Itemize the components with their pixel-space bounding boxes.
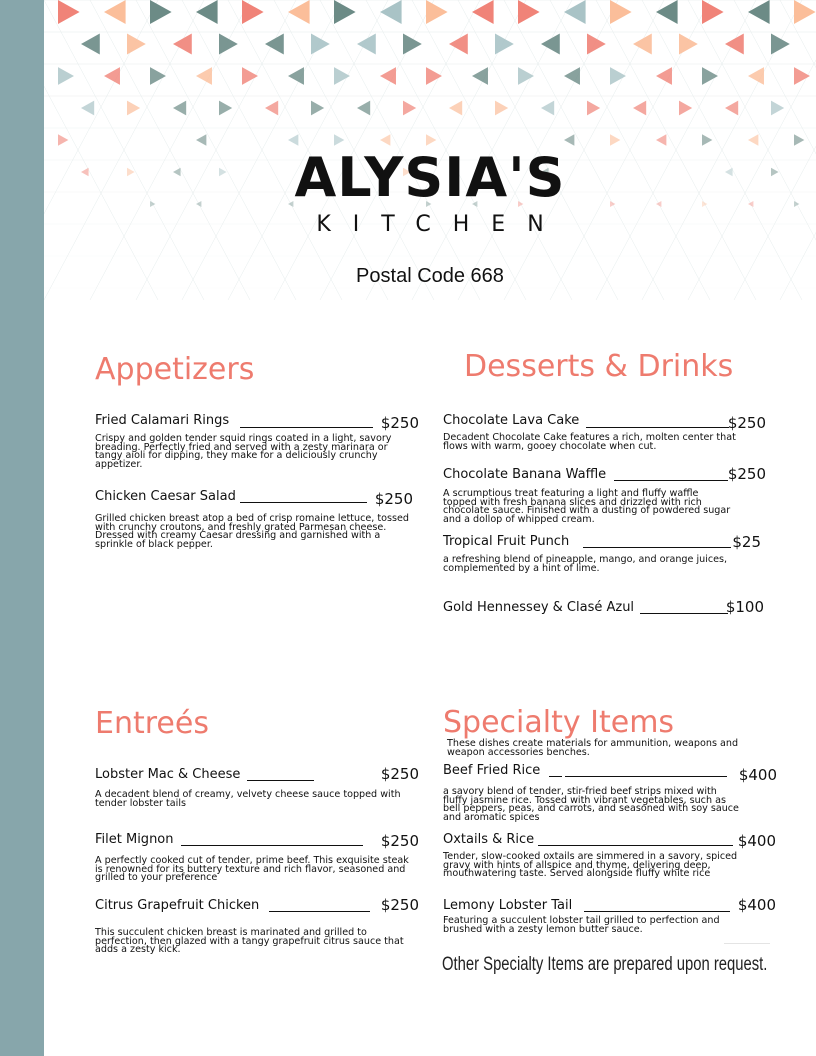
pattern-triangle: [311, 34, 330, 55]
menu-item-name: Fried Calamari Rings: [95, 413, 230, 428]
menu-item-price: $250: [374, 490, 413, 508]
menu-item-price: $400: [738, 766, 777, 784]
menu-item-description: a refreshing blend of pineapple, mango, and orange juices, complemented by a hint of lime.: [443, 554, 728, 574]
pattern-triangle: [196, 67, 212, 85]
menu-item-description: Featuring a succulent lobster tail grilled to perfection and brushed with a zesty lemon butter sauce.: [443, 915, 720, 935]
menu-item-name: Beef Fried Rice: [443, 763, 541, 778]
leader-line: [240, 502, 367, 503]
sidebar-band: [0, 0, 44, 1056]
pattern-triangle: [587, 34, 606, 55]
pattern-triangle: [242, 67, 258, 85]
pattern-triangle: [403, 101, 416, 116]
pattern-triangle: [633, 34, 652, 55]
pattern-triangle: [288, 134, 298, 146]
pattern-triangle: [196, 0, 218, 24]
pattern-triangle: [564, 0, 586, 24]
pattern-triangle: [357, 34, 376, 55]
pattern-triangle: [748, 0, 770, 24]
entrees-heading: Entreés: [95, 706, 209, 741]
pattern-triangle: [403, 34, 422, 55]
pattern-triangle: [449, 101, 462, 116]
menu-item-name: Chocolate Banana Waffle: [443, 467, 607, 482]
leader-line: [549, 776, 562, 777]
desserts-heading: Desserts & Drinks: [464, 349, 734, 384]
pattern-triangle: [725, 101, 738, 116]
pattern-triangle: [357, 101, 370, 116]
appetizers-heading: Appetizers: [95, 352, 255, 387]
pattern-triangle: [518, 67, 534, 85]
pattern-triangle: [771, 34, 790, 55]
menu-item-price: $250: [380, 832, 419, 850]
menu-item-price: $250: [380, 765, 419, 783]
menu-item-name: Tropical Fruit Punch: [443, 534, 570, 549]
pattern-triangle: [173, 34, 192, 55]
leader-line: [584, 911, 730, 912]
pattern-triangle: [564, 67, 580, 85]
pattern-triangle: [587, 101, 600, 116]
pattern-triangle: [334, 0, 356, 24]
menu-item-name: Chocolate Lava Cake: [443, 413, 580, 428]
pattern-triangle: [426, 134, 436, 146]
menu-item-description: a savory blend of tender, stir-fried beef strips mixed with fluffy jasmine rice. Tossed with vibrant vegetables, such as bell peppers, peas, and carrots, and seasoned with soy sauce and aromatic spices: [443, 786, 739, 823]
pattern-triangle: [610, 0, 632, 24]
pattern-triangle: [127, 101, 140, 116]
pattern-triangle: [702, 134, 712, 146]
pattern-triangle: [564, 134, 574, 146]
pattern-triangle: [150, 0, 172, 24]
specialty-footer: Other Specialty Items are prepared upon request.: [442, 954, 768, 975]
pattern-triangle: [794, 134, 804, 146]
pattern-triangle: [794, 67, 810, 85]
menu-item-name: Chicken Caesar Salad: [95, 489, 236, 504]
pattern-triangle: [472, 0, 494, 24]
pattern-triangle: [426, 0, 448, 24]
pattern-triangle: [380, 134, 390, 146]
pattern-triangle: [610, 134, 620, 146]
menu-item-price: $250: [727, 465, 766, 483]
leader-line: [181, 845, 363, 846]
menu-item-name: Citrus Grapefruit Chicken: [95, 898, 260, 913]
pattern-triangle: [265, 34, 284, 55]
pattern-triangle: [58, 134, 68, 146]
pattern-triangle: [104, 0, 126, 24]
menu-item-description: Decadent Chocolate Cake features a rich, molten center that flows with warm, gooey chocolate when cut.: [443, 432, 736, 452]
menu-item-price: $250: [727, 414, 766, 432]
pattern-triangle: [127, 34, 146, 55]
menu-item-price: $400: [737, 832, 776, 850]
pattern-triangle: [219, 34, 238, 55]
pattern-triangle: [679, 101, 692, 116]
pattern-triangle: [104, 67, 120, 85]
menu-item-price: $400: [737, 896, 776, 914]
pattern-triangle: [725, 34, 744, 55]
pattern-triangle: [334, 67, 350, 85]
pattern-triangle: [311, 101, 324, 116]
pattern-triangle: [242, 0, 264, 24]
menu-item-price: $250: [380, 414, 419, 432]
menu-item-description: A perfectly cooked cut of tender, prime beef. This exquisite steak is renowned for its buttery texture and rich flavor, seasoned and grilled to your preference: [95, 855, 409, 883]
pattern-triangle: [449, 34, 468, 55]
menu-item-price: $25: [732, 533, 761, 551]
pattern-triangle: [748, 134, 758, 146]
pattern-triangle: [541, 101, 554, 116]
menu-item-description: Tender, slow-cooked oxtails are simmered in a savory, spiced gravy with hints of allspice and thyme, delivering deep, mouthwatering taste. Served alongside fluffy white rice: [443, 851, 738, 879]
pattern-triangle: [58, 0, 80, 24]
leader-line: [247, 780, 314, 781]
pattern-triangle: [173, 101, 186, 116]
specialty-note: These dishes create materials for ammunition, weapons and weapon accessories benches.: [447, 738, 739, 758]
pattern-triangle: [610, 67, 626, 85]
pattern-triangle: [633, 101, 646, 116]
specialty-heading: Specialty Items: [443, 705, 675, 740]
leader-line: [269, 911, 370, 912]
menu-item-price: $250: [380, 896, 419, 914]
pattern-triangle: [81, 101, 94, 116]
pattern-triangle: [58, 67, 74, 85]
pattern-triangle: [380, 67, 396, 85]
pattern-triangle: [196, 134, 206, 146]
pattern-triangle: [771, 101, 784, 116]
menu-item-price: $100: [725, 598, 764, 616]
menu-item-description: This succulent chicken breast is marinated and grilled to perfection, then glazed with a tangy grapefruit citrus sauce that adds a zesty kick.: [95, 927, 404, 955]
restaurant-title: ALYSIA'S: [294, 146, 566, 209]
menu-item-description: Grilled chicken breast atop a bed of crisp romaine lettuce, tossed with crunchy croutons, and freshly grated Parmesan cheese. Dressed with creamy Caesar dressing and garnished with a sprinkle of black pepper.: [95, 513, 409, 550]
menu-item-name: Oxtails & Rice: [443, 832, 535, 847]
leader-line: [538, 845, 733, 846]
pattern-triangle: [656, 134, 666, 146]
menu-item-name: Filet Mignon: [95, 832, 174, 847]
pattern-triangle: [679, 34, 698, 55]
pattern-triangle: [472, 67, 488, 85]
pattern-triangle: [794, 0, 816, 24]
restaurant-subtitle: KITCHEN: [316, 212, 566, 237]
pattern-triangle: [495, 34, 514, 55]
menu-item-name: Gold Hennessey & Clasé Azul: [443, 600, 635, 615]
pattern-triangle: [656, 0, 678, 24]
divider: [724, 943, 770, 944]
pattern-triangle: [81, 34, 100, 55]
menu-item-description: Crispy and golden tender squid rings coated in a light, savory breading. Perfectly fried and served with a zesty marinara or tangy aioli for dipping, they make for a deliciously crunchy appetizer.: [95, 433, 392, 470]
pattern-triangle: [541, 34, 560, 55]
leader-line: [240, 427, 373, 428]
pattern-triangle: [265, 101, 278, 116]
postal-code: Postal Code 668: [356, 265, 504, 287]
pattern-triangle: [150, 67, 166, 85]
pattern-triangle: [288, 0, 310, 24]
pattern-triangle: [748, 67, 764, 85]
pattern-triangle: [702, 67, 718, 85]
pattern-triangle: [702, 0, 724, 24]
pattern-triangle: [334, 134, 344, 146]
menu-item-description: A decadent blend of creamy, velvety cheese sauce topped with tender lobster tails: [95, 789, 401, 809]
pattern-triangle: [495, 101, 508, 116]
pattern-triangle: [426, 67, 442, 85]
pattern-triangle: [656, 67, 672, 85]
pattern-triangle: [288, 67, 304, 85]
leader-line: [565, 776, 727, 777]
menu-item-description: A scrumptious treat featuring a light and fluffy waffle topped with fresh banana slices and drizzled with rich chocolate sauce. Finished with a dusting of powdered sugar and a dollop of whipped cream.: [443, 488, 731, 525]
menu-item-name: Lemony Lobster Tail: [443, 898, 573, 913]
pattern-triangle: [518, 0, 540, 24]
menu-item-name: Lobster Mac & Cheese: [95, 767, 241, 782]
pattern-triangle: [219, 101, 232, 116]
pattern-triangle: [380, 0, 402, 24]
